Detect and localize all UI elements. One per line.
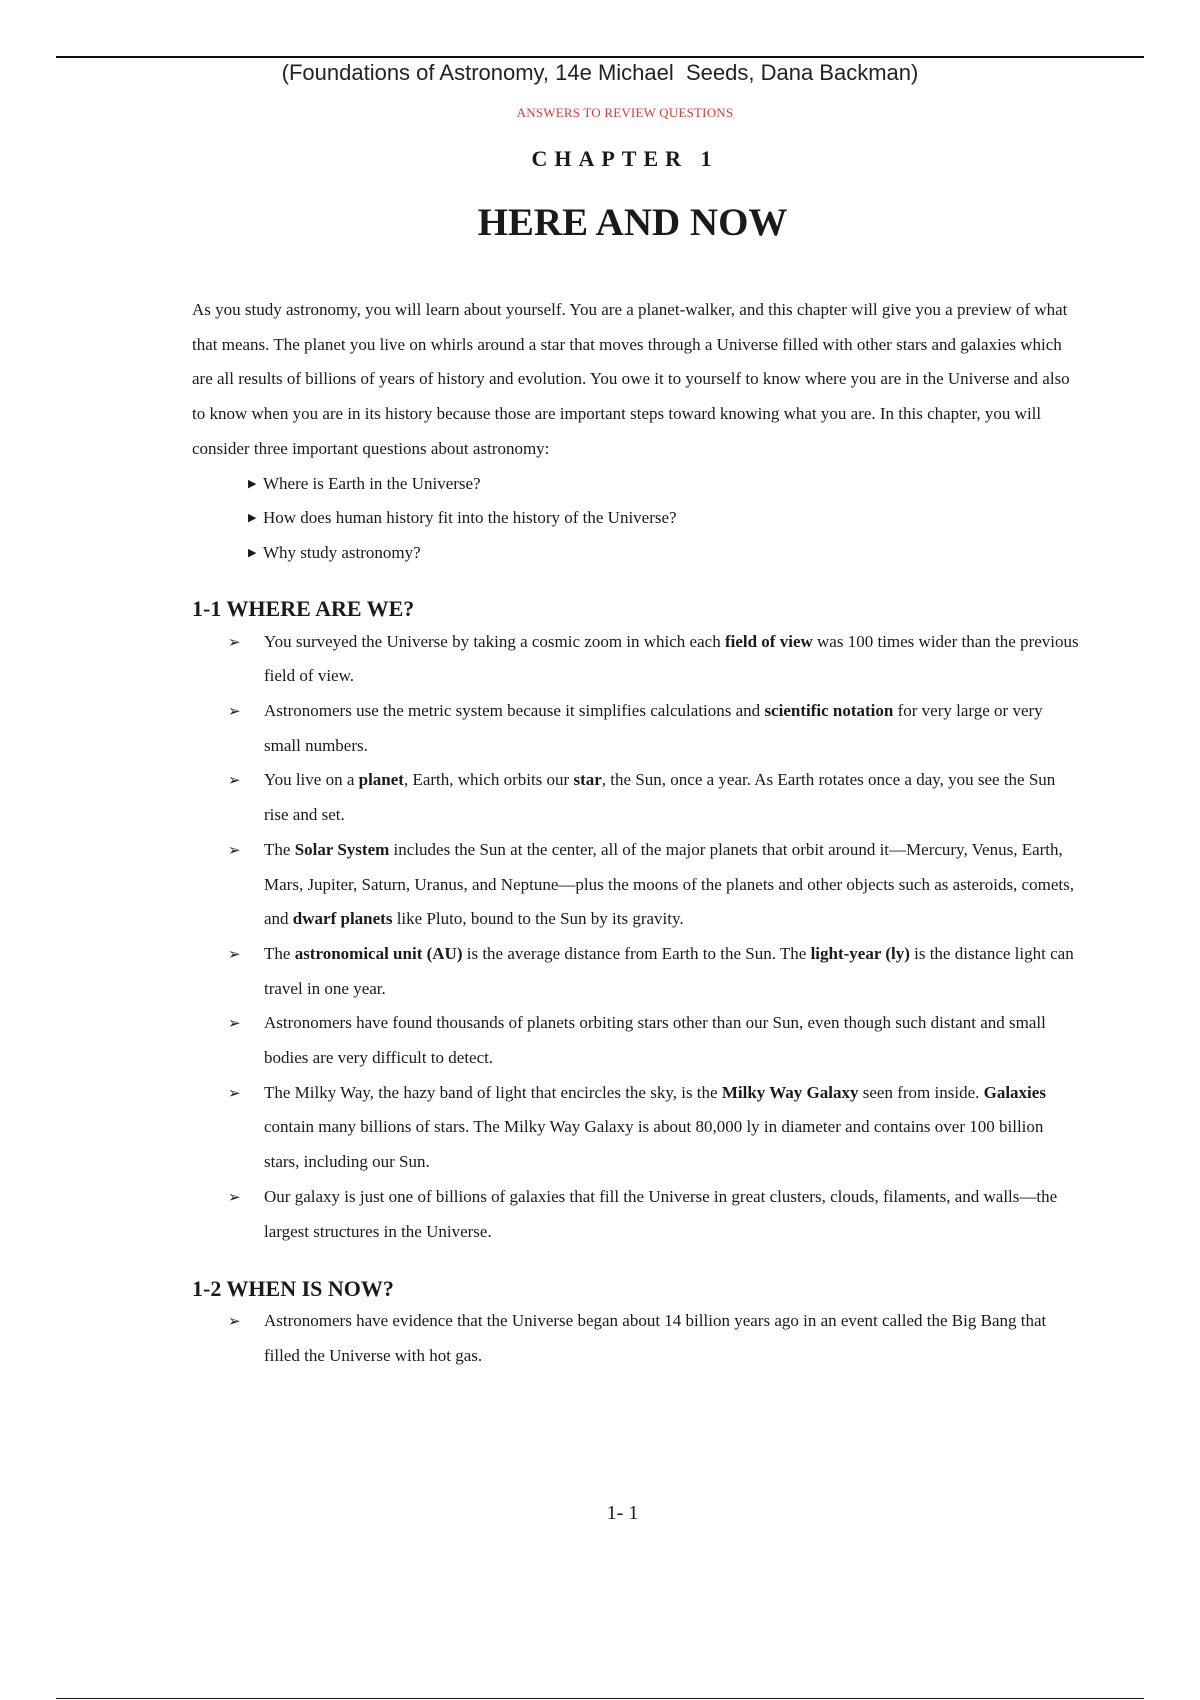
key-term: planet (358, 770, 404, 790)
intro-question-list (192, 467, 1082, 571)
bullet-text: was 100 times wider than the previous field of view. (264, 631, 1079, 686)
bottom-rule (56, 1698, 1144, 1699)
book-citation: (Foundations of Astronomy, 14e Michael Seeds, Dana Backman) (281, 60, 919, 85)
key-term: scientific notation (764, 701, 894, 721)
intro-paragraph: As you study astronomy, you will learn about yourself. You are a planet-walker, and this chapter will give you a preview of what that means. The planet you live on whirls around a star that moves through a Universe filled with other stars and galaxies which are all results of billions of years of history and evolution. You owe it to yourself to know where you are in the Universe and also to know when you are in its history because those are important steps toward knowing what you are. In this chapter, you will consider three important questions about astronomy: (192, 300, 1070, 458)
list-item (192, 1304, 1082, 1373)
arrow-bullet-icon: ➢ (228, 1312, 241, 1331)
bullet-text: You live on a (264, 770, 359, 790)
section-bullet-list (192, 1304, 1082, 1373)
bullet-text: , Earth, which orbits our (403, 770, 574, 790)
key-term: astronomical unit (AU) (294, 943, 463, 963)
section-heading-where-are-we: 1-1 WHERE ARE WE? (192, 595, 415, 621)
bullet-text: Astronomers use the metric system because it simplifies calculations and (264, 701, 765, 721)
triangle-bullet-icon: ▶ (248, 546, 257, 559)
section-heading-when-is-now: 1-2 WHEN IS NOW? (192, 1276, 394, 1302)
list-item (192, 833, 1082, 937)
triangle-bullet-icon: ▶ (248, 512, 257, 525)
answers-subtitle: ANSWERS TO REVIEW QUESTIONS (516, 105, 734, 120)
chapter-label: CHAPTER 1 (531, 146, 719, 171)
bullet-text: includes the Sun at the center, all of the major planets that orbit around it—Mercury, Venus, Earth, Mars, Jupiter, Saturn, Uranus, and Neptune—plus the moons of the planets and other objects such as asteroids, comets, and (264, 839, 1074, 929)
key-term: field of view (724, 631, 813, 651)
key-term: Galaxies (983, 1082, 1046, 1102)
list-item (192, 625, 1082, 694)
bullet-text: , the Sun, once a year. As Earth rotates once a day, you see the Sun rise and set. (264, 770, 1056, 825)
arrow-bullet-icon: ➢ (228, 771, 241, 790)
page-number: 1- 1 (606, 1502, 639, 1524)
bullet-text: for very large or very small numbers. (264, 701, 1043, 755)
list-item (192, 763, 1082, 832)
question-text: Why study astronomy? (263, 542, 421, 562)
bullet-text: Astronomers have found thousands of planets orbiting stars other than our Sun, even though such distant and small bodies are very difficult to detect. (264, 1013, 1046, 1068)
bullet-text: like Pluto, bound to the Sun by its gravity. (392, 909, 684, 929)
key-term: Milky Way Galaxy (721, 1082, 859, 1102)
key-term: dwarf planets (292, 909, 393, 929)
bullet-text: is the average distance from Earth to the Sun. The (462, 943, 811, 963)
top-rule (56, 56, 1144, 58)
bullet-text: You surveyed the Universe by taking a cosmic zoom in which each (264, 631, 725, 651)
bullet-text: is the distance light can travel in one year. (264, 943, 1074, 998)
page-content (192, 293, 1082, 1374)
key-term: star (573, 770, 602, 790)
arrow-bullet-icon: ➢ (228, 632, 241, 651)
bullet-text: contain many billions of stars. The Milky Way Galaxy is about 80,000 ly in diameter and contains over 100 billion stars, including our Sun. (264, 1117, 1044, 1172)
list-item (192, 1076, 1082, 1180)
list-item (192, 1180, 1082, 1249)
list-item (248, 536, 1082, 571)
arrow-bullet-icon: ➢ (228, 1014, 241, 1033)
chapter-title: HERE AND NOW (477, 201, 788, 244)
bullet-text: Astronomers have evidence that the Universe began about 14 billion years ago in an event called the Big Bang that filled the Universe with hot gas. (264, 1311, 1047, 1365)
question-text: Where is Earth in the Universe? (263, 473, 481, 493)
arrow-bullet-icon: ➢ (228, 1083, 241, 1102)
bullet-text: seen from inside. (858, 1082, 984, 1102)
list-item (192, 1006, 1082, 1075)
arrow-bullet-icon: ➢ (228, 1187, 241, 1206)
triangle-bullet-icon: ▶ (248, 477, 257, 490)
arrow-bullet-icon: ➢ (228, 944, 241, 963)
arrow-bullet-icon: ➢ (228, 840, 241, 859)
bullet-text: The (264, 839, 295, 859)
list-item (248, 467, 1082, 502)
key-term: light-year (ly) (810, 943, 910, 963)
arrow-bullet-icon: ➢ (228, 702, 241, 721)
list-item (248, 501, 1082, 536)
bullet-text: The (264, 943, 295, 963)
list-item (192, 937, 1082, 1006)
key-term: Solar System (294, 839, 390, 859)
question-text: How does human history fit into the history of the Universe? (263, 508, 677, 528)
section-bullet-list (192, 625, 1082, 1250)
bullet-text: The Milky Way, the hazy band of light that encircles the sky, is the (264, 1082, 722, 1102)
list-item (192, 694, 1082, 763)
bullet-text: Our galaxy is just one of billions of galaxies that fill the Universe in great clusters, clouds, filaments, and walls—the largest structures in the Universe. (264, 1186, 1058, 1241)
